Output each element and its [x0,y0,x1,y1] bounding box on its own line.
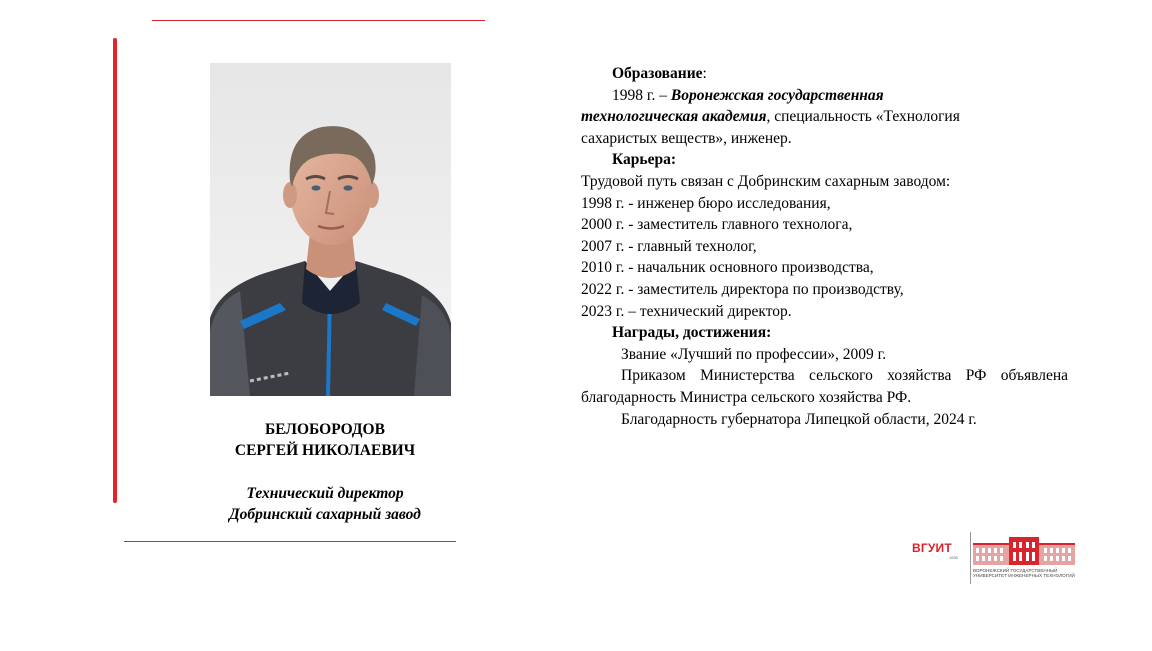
logo-year: 1930 [949,555,958,560]
building-icon [973,535,1075,565]
education-heading: Образование: [612,65,707,82]
logo-divider [970,532,971,584]
career-item: 2010 г. - начальник основного производства, [581,259,874,277]
education-line-2: технологическая академия, специальность «Технология [581,108,960,126]
logo-caption: ВОРОНЕЖСКИЙ ГОСУДАРСТВЕННЫЙ УНИВЕРСИТЕТ ИНЖЕНЕРНЫХ ТЕХНОЛОГИЙ [973,568,1075,579]
career-heading: Карьера: [612,151,677,169]
awards-heading: Награды, достижения: [612,324,772,342]
top-divider-line [152,20,485,21]
career-intro: Трудовой путь связан с Добринским сахарным заводом: [581,172,951,190]
award-item: Приказом Министерства сельского хозяйства РФ объявлена благодарность Министра сельского хозяйства РФ. [581,367,1068,406]
person-company: Добринский сахарный завод [229,506,421,523]
career-item: 1998 г. - инженер бюро исследования, [581,194,831,212]
person-surname: БЕЛОБОРОДОВ [265,421,385,438]
biography-text [581,63,1068,430]
university-logo [912,532,1078,588]
education-line-3: сахаристых веществ», инженер. [581,129,792,147]
career-item: 2023 г. – технический директор. [581,302,792,320]
logo-abbreviation: ВГУИТ [912,541,952,555]
career-item: 2000 г. - заместитель главного технолога, [581,216,853,234]
person-role [180,483,470,525]
person-name [180,419,470,461]
person-given-names: СЕРГЕЙ НИКОЛАЕВИЧ [234,442,416,459]
award-item: Благодарность губернатора Липецкой области, 2024 г. [621,410,977,428]
portrait-photo [210,63,451,396]
career-item: 2007 г. - главный технолог, [581,237,757,255]
person-position: Технический директор [246,485,404,502]
bottom-divider-line [124,541,456,542]
award-item: Звание «Лучший по профессии», 2009 г. [621,345,887,363]
career-item: 2022 г. - заместитель директора по производству, [581,280,904,298]
education-line-1: 1998 г. – Воронежская государственная [612,86,884,104]
left-accent-bar [113,38,117,503]
